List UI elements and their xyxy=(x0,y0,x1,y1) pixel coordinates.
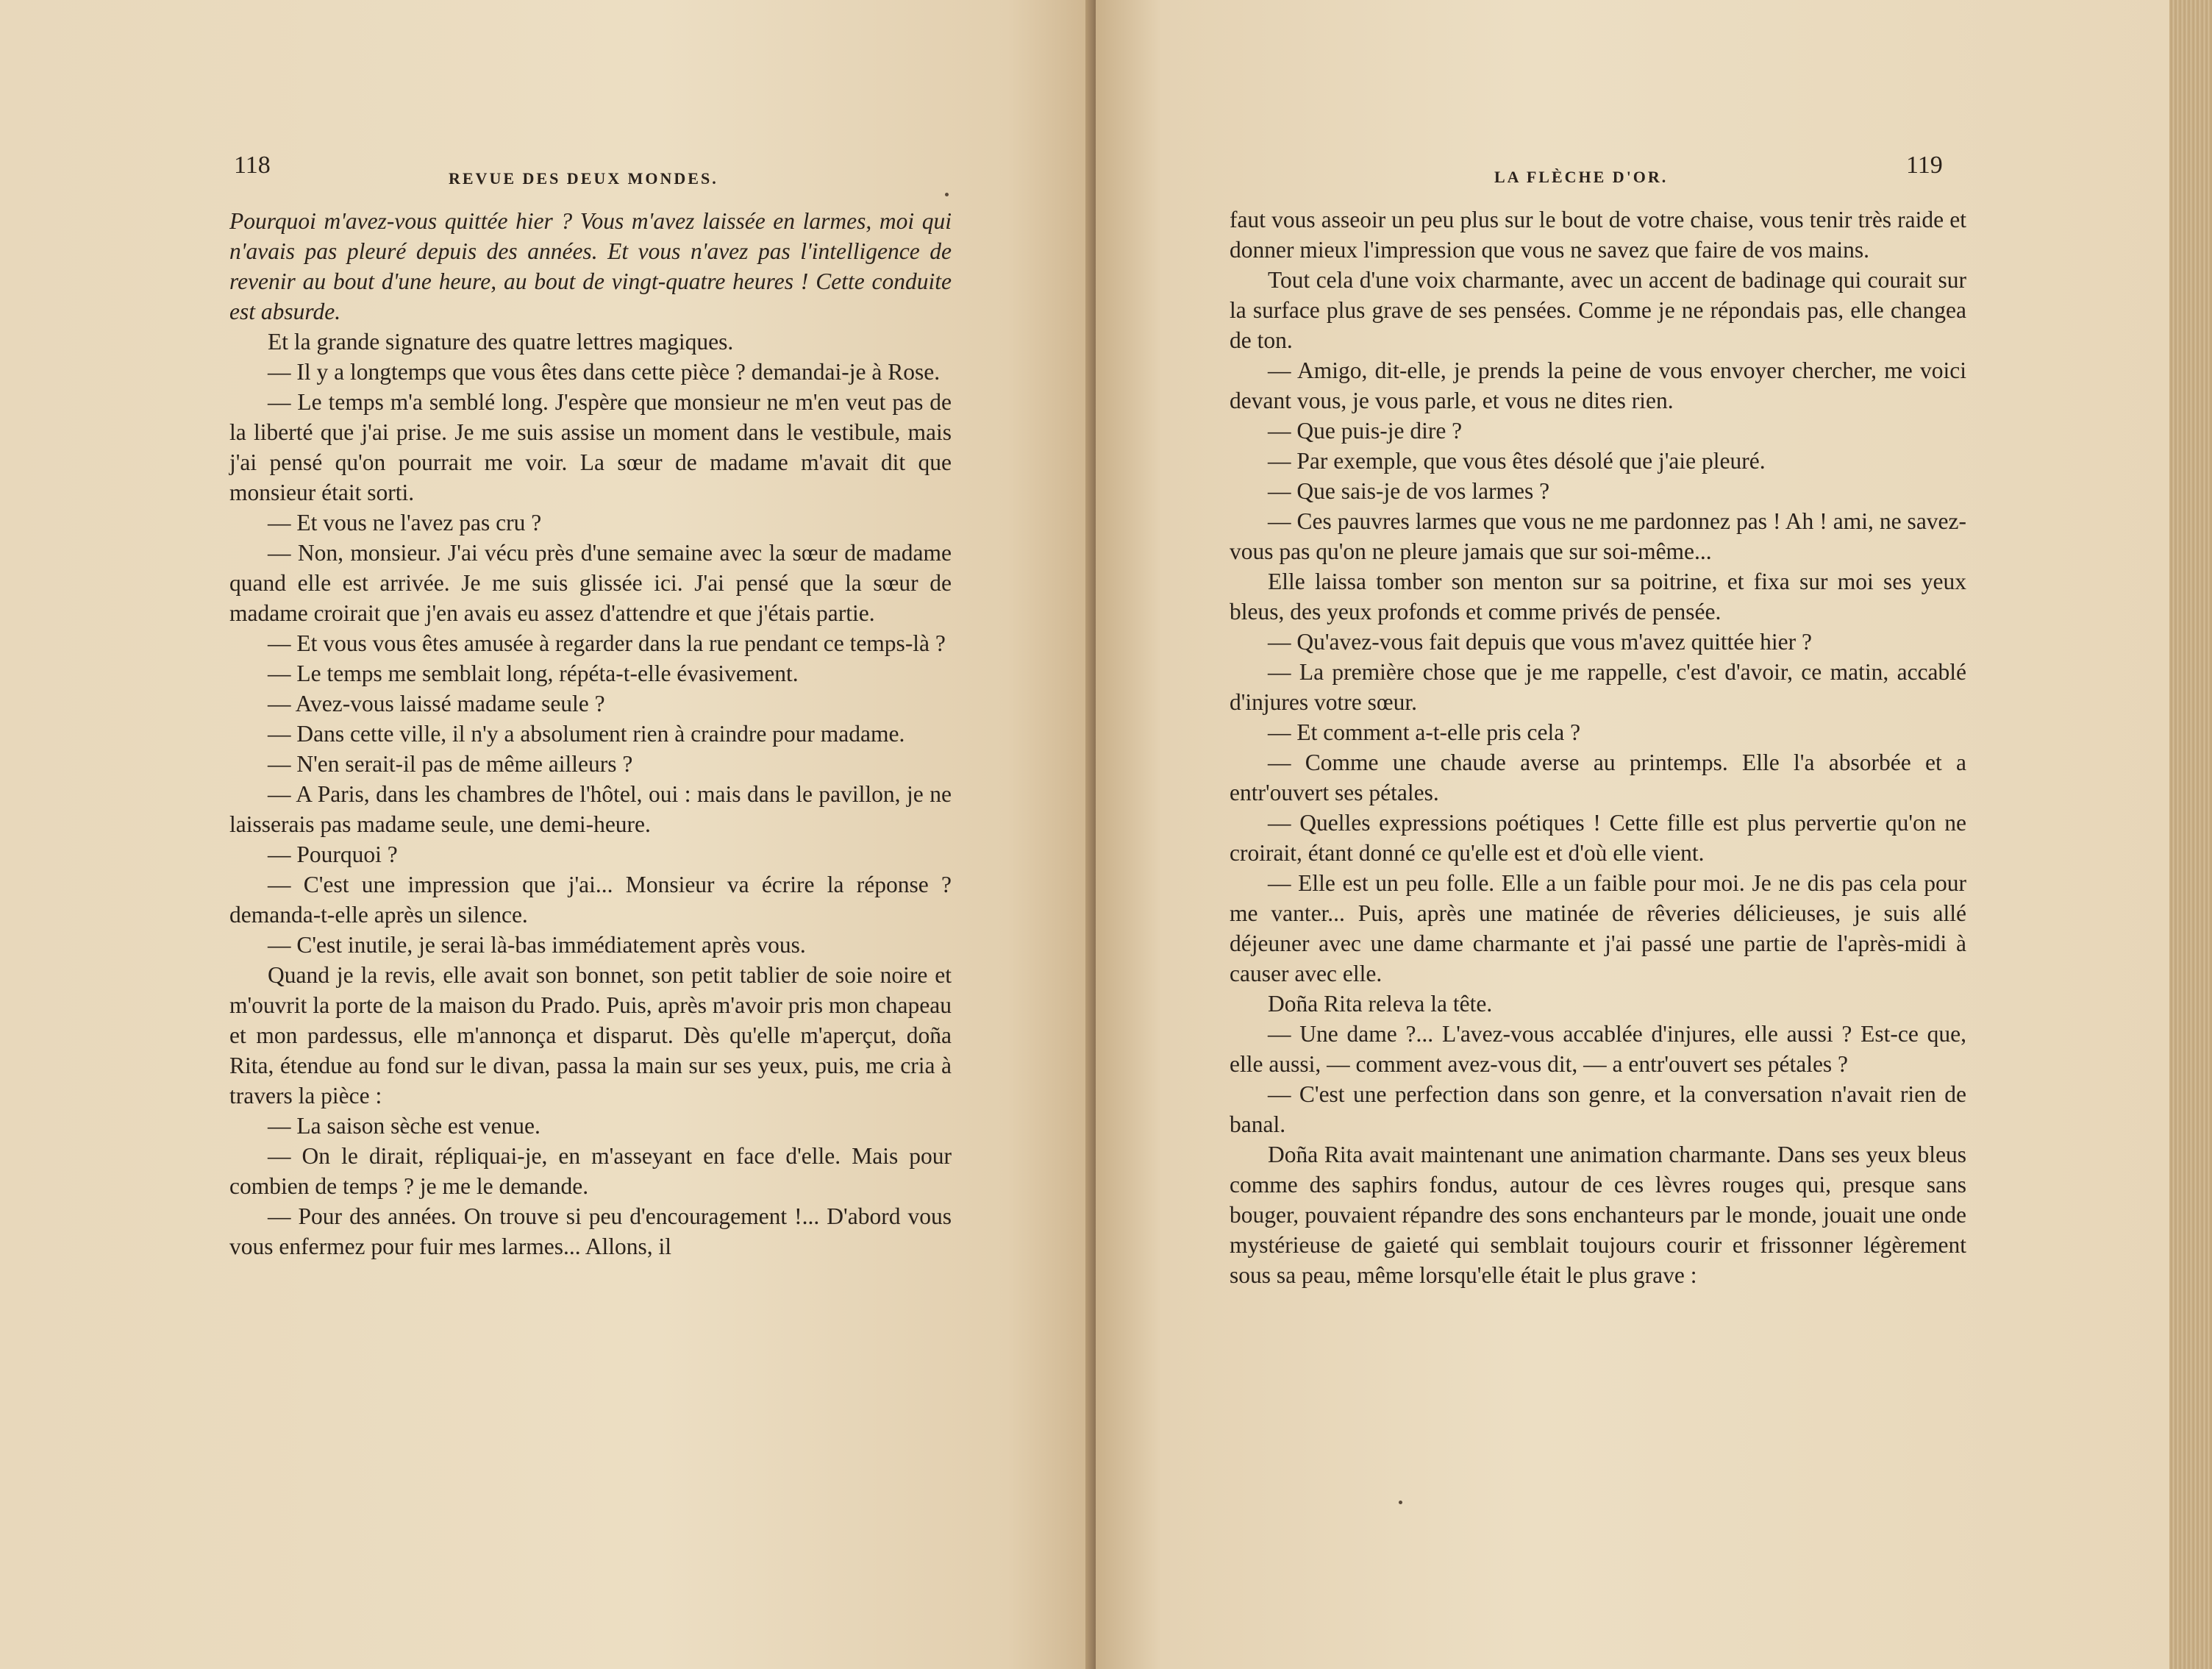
paragraph: — Il y a longtemps que vous êtes dans cette pièce ? demandai-je à Rose. xyxy=(268,359,941,385)
paragraph: — Pourquoi ? xyxy=(268,841,398,867)
right-running-head: LA FLÈCHE D'OR. xyxy=(1494,168,1669,186)
paragraph: — Et comment a-t-elle pris cela ? xyxy=(1268,719,1581,745)
paragraph: — Amigo, dit-elle, je prends la peine de vous envoyer chercher, me voici devant vous, je vous parle, et vous ne dites rien. xyxy=(1230,357,1966,413)
paragraph: — C'est une perfection dans son genre, et la conversation n'avait rien de banal. xyxy=(1230,1081,1966,1137)
paragraph: Tout cela d'une voix charmante, avec un accent de badinage qui courait sur la surface plus grave de ses pensées. Comme je ne répondais pas, elle changea de ton. xyxy=(1230,267,1966,353)
left-page-text xyxy=(229,206,952,1261)
left-running-head: REVUE DES DEUX MONDES. xyxy=(449,169,718,188)
left-page-number: 118 xyxy=(234,152,271,179)
left-page xyxy=(0,0,1096,1669)
paragraph: — Le temps m'a semblé long. J'espère que monsieur ne m'en veut pas de la liberté que j'ai prise. Je me suis assise un moment dans le vestibule, mais j'ai pensé qu'on pourrait me voir. La sœur de madame m'avait dit que monsieur était sorti. xyxy=(229,389,952,505)
paragraph: Elle laissa tomber son menton sur sa poitrine, et fixa sur moi ses yeux bleus, des yeux profonds et comme privés de pensée. xyxy=(1230,569,1966,624)
paragraph: — Avez-vous laissé madame seule ? xyxy=(268,691,605,716)
paragraph: — Elle est un peu folle. Elle a un faible pour moi. Je ne dis pas cela pour me vanter... Puis, après une matinée de rêveries délicieuses, je suis allé déjeuner avec une dame charmante et j'ai passé une partie de l'après-midi à causer avec elle. xyxy=(1230,870,1966,986)
paper-speck xyxy=(945,193,949,196)
paragraph: — Que puis-je dire ? xyxy=(1268,418,1463,444)
paragraph: — Par exemple, que vous êtes désolé que j'aie pleuré. xyxy=(1268,448,1766,474)
paragraph: — C'est une impression que j'ai... Monsieur va écrire la réponse ? demanda-t-elle après un silence. xyxy=(229,872,952,928)
paragraph: — Le temps me semblait long, répéta-t-elle évasivement. xyxy=(268,661,799,686)
paragraph: Et la grande signature des quatre lettres magiques. xyxy=(268,329,734,355)
paragraph: Doña Rita releva la tête. xyxy=(1268,991,1493,1017)
paragraph: — Qu'avez-vous fait depuis que vous m'avez quittée hier ? xyxy=(1268,629,1812,655)
book-page-edges xyxy=(2169,0,2212,1669)
paragraph: — Que sais-je de vos larmes ? xyxy=(1268,478,1550,504)
paragraph: — Une dame ?... L'avez-vous accablée d'injures, elle aussi ? Est-ce que, elle aussi, — comment avez-vous dit, — a entr'ouvert ses pétales ? xyxy=(1230,1021,1966,1077)
paragraph: — N'en serait-il pas de même ailleurs ? xyxy=(268,751,633,777)
paragraph: — Pour des années. On trouve si peu d'encouragement !... D'abord vous vous enfermez pour fuir mes larmes... Allons, il xyxy=(229,1203,952,1259)
paragraph: — Comme une chaude averse au printemps. Elle l'a absorbée et a entr'ouvert ses pétales. xyxy=(1230,750,1966,805)
paragraph: — A Paris, dans les chambres de l'hôtel, oui : mais dans le pavillon, je ne laisserais pas madame seule, une demi-heure. xyxy=(229,781,952,837)
paper-speck xyxy=(1399,1501,1402,1504)
paragraph: Pourquoi m'avez-vous quittée hier ? Vous m'avez laissée en larmes, moi qui n'avais pas pleuré depuis des années. Et vous n'avez pas l'intelligence de revenir au bout d'une heure, au bout de vingt-quatre heures ! Cette conduite est absurde. xyxy=(229,208,952,324)
right-page-text xyxy=(1230,204,1966,1290)
paragraph: — Et vous vous êtes amusée à regarder dans la rue pendant ce temps-là ? xyxy=(268,630,946,656)
paragraph: — Et vous ne l'avez pas cru ? xyxy=(268,510,542,535)
paragraph: — Non, monsieur. J'ai vécu près d'une semaine avec la sœur de madame quand elle est arrivée. Je me suis glissée ici. J'ai pensé que la sœur de madame croirait que j'en avais eu assez d'attendre et que j'étais partie. xyxy=(229,540,952,626)
paragraph: — Quelles expressions poétiques ! Cette fille est plus pervertie qu'on ne croirait, étant donné ce qu'elle est et d'où elle vient. xyxy=(1230,810,1966,866)
right-page-number: 119 xyxy=(1906,152,1943,179)
paragraph: — C'est inutile, je serai là-bas immédiatement après vous. xyxy=(268,932,806,958)
paragraph: Quand je la revis, elle avait son bonnet, son petit tablier de soie noire et m'ouvrit la porte de la maison du Prado. Puis, après m'avoir pris mon chapeau et mon pardessus, elle m'annonça et disparut. Dès qu'elle m'aperçut, doña Rita, étendue au fond sur le divan, passa la main sur ses yeux, puis, me cria à travers la pièce : xyxy=(229,962,952,1108)
paragraph: faut vous asseoir un peu plus sur le bout de votre chaise, vous tenir très raide et donner mieux l'impression que vous ne savez que faire de vos mains. xyxy=(1230,207,1966,263)
paragraph: — La saison sèche est venue. xyxy=(268,1113,540,1139)
paragraph: — On le dirait, répliquai-je, en m'asseyant en face d'elle. Mais pour combien de temps ? je me le demande. xyxy=(229,1143,952,1199)
paragraph: — La première chose que je me rappelle, c'est d'avoir, ce matin, accablé d'injures votre sœur. xyxy=(1230,659,1966,715)
paragraph: — Ces pauvres larmes que vous ne me pardonnez pas ! Ah ! ami, ne savez-vous pas qu'on ne pleure jamais que sur soi-même... xyxy=(1230,508,1966,564)
paragraph: Doña Rita avait maintenant une animation charmante. Dans ses yeux bleus comme des saphirs fondus, autour de ces lèvres rouges qui, presque sans bouger, pouvaient répandre des sons enchanteurs par le monde, jouait une onde mystérieuse de gaieté qui semblait toujours courir et frissonner légèrement sous sa peau, même lorsqu'elle était le plus grave : xyxy=(1230,1142,1966,1288)
paragraph: — Dans cette ville, il n'y a absolument rien à craindre pour madame. xyxy=(268,721,905,747)
right-page xyxy=(1096,0,2183,1669)
